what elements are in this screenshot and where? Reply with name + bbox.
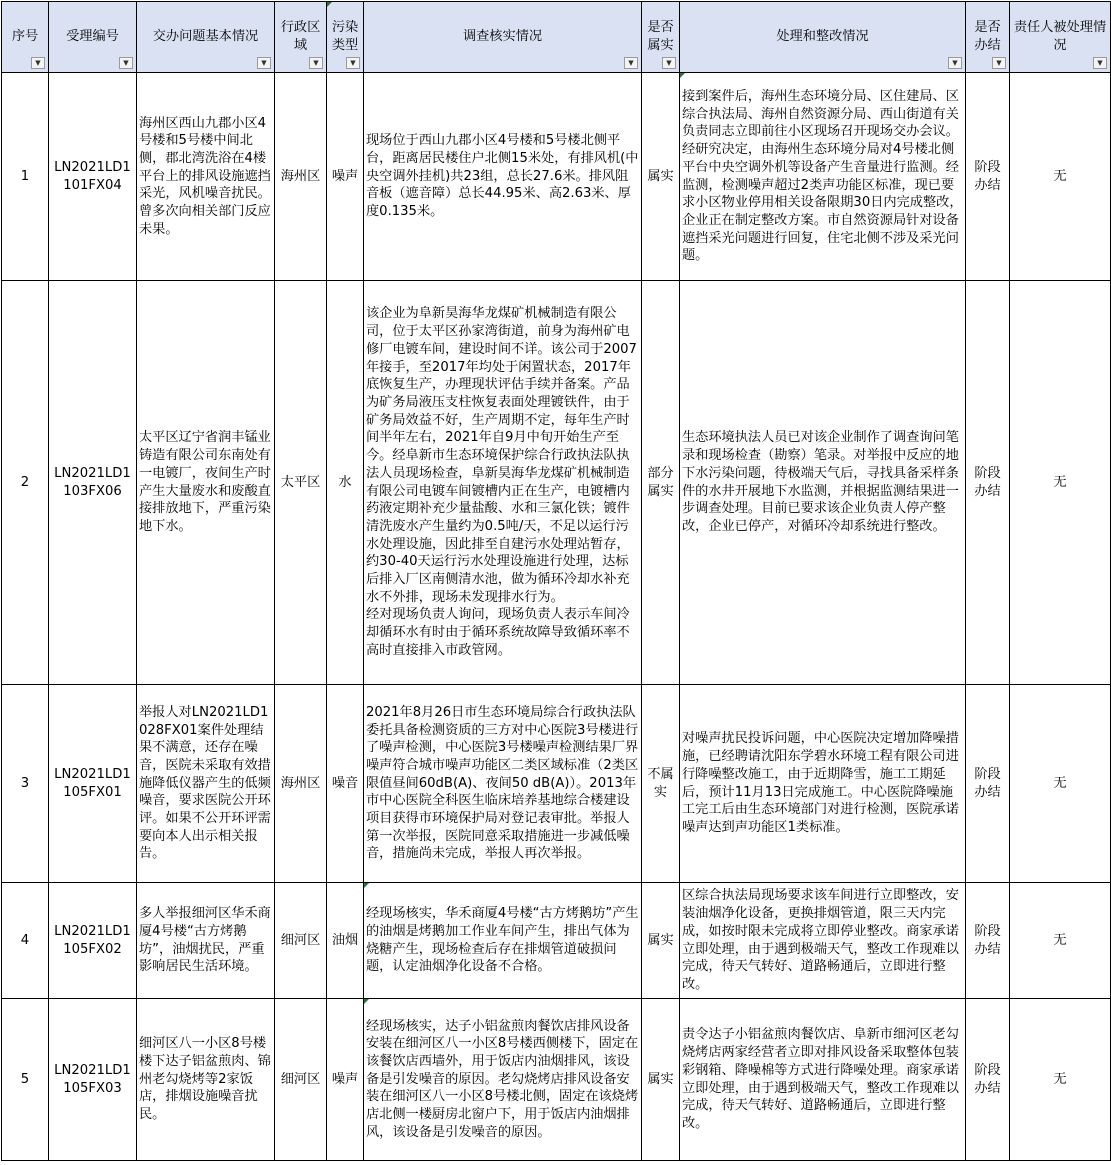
cell-investigation[interactable]: 经现场核实，达子小铝盆煎肉餐饮店排风设备安装在细河区八一小区8号楼西侧楼下，固定在该餐饮店西墙外，用于饭店内油烟排风，该设备是引发噪音的原因。老勾烧烤店排风设备安装在细河区八一小区8号楼北侧，固定在该烧烤店北侧一楼厨房北窗户下，用于饭店内油烟排风，该设备是引发噪音的原因。: [364, 999, 642, 1161]
cell-pollution[interactable]: 油烟: [327, 883, 364, 999]
header-accountability-label: 责任人被处理情况: [1013, 20, 1107, 53]
header-investigation-label: 调查核实情况: [462, 29, 543, 45]
cell-issue[interactable]: 太平区辽宁省润丰锰业铸造有限公司东南处有一电镀厂，夜间生产时产生大量废水和废酸直接排放地下，严重污染地下水。: [137, 281, 275, 685]
table-row: [2, 999, 1111, 1161]
cell-id[interactable]: LN2021LD1105FX02: [49, 883, 137, 999]
header-verified: [642, 2, 680, 73]
cell-issue[interactable]: 海州区西山九郡小区4号楼和5号楼中间北侧，郡北湾洗浴在4楼平台上的排风设施遮挡采光，风机噪音扰民。曾多次向相关部门反应未果。: [137, 73, 275, 281]
cell-region[interactable]: 细河区: [275, 883, 327, 999]
investigation-paragraph: 经对现场负责人询问，现场负责人表示车间冷却循环水有时由于循环系统故障导致循环率不高时直接排入市政管网。: [366, 607, 630, 658]
cell-handling[interactable]: 生态环境执法人员已对该企业制作了调查询问笔录和现场检查（勘察）笔录。对举报中反应的地下水污染问题，待极端天气后，寻找具备采样条件的水井开展地下水监测，并根据监测结果进一步调查处理。目前已要求该企业负责人停产整改，企业已停产，对循环冷却系统进行整改。: [680, 281, 966, 685]
cell-region[interactable]: 太平区: [275, 281, 327, 685]
header-handling: [680, 2, 966, 73]
cell-verified[interactable]: 部分属实: [642, 281, 680, 685]
filter-dropdown-icon[interactable]: ▼: [309, 57, 323, 69]
table-row: [2, 73, 1111, 281]
cell-closed[interactable]: 阶段办结: [966, 999, 1010, 1161]
header-row: [2, 2, 1111, 73]
header-seq: [2, 2, 49, 73]
cell-verified[interactable]: 属实: [642, 999, 680, 1161]
header-handling-label: 处理和整改情况: [776, 29, 869, 45]
cell-pollution[interactable]: 噪音: [327, 685, 364, 883]
cell-seq[interactable]: 3: [2, 685, 49, 883]
cell-pollution[interactable]: 噪声: [327, 73, 364, 281]
filter-dropdown-icon[interactable]: ▼: [119, 57, 133, 69]
investigation-paragraph: 该企业为阜新昊海华龙煤矿机械制造有限公司，位于太平区孙家湾街道，前身为海州矿电修厂电镀车间，建设时间不详。该公司于2007年接手，至2017年均处于闲置状态，2017年底恢复生产，办理现状评估手续并备案。产品为矿务局液压支柱恢复表面处理镀铁件，由于矿务局效益不好，生产周期不定，每年生产时间半年左右，2021年自9月中旬开始生产至今。经阜新市生态环境保护综合行政执法队执法人员现场检查，阜新昊海华龙煤矿机械制造有限公司电镀车间镀槽内正在生产，电镀槽内药液定期补充少量盐酸、水和三氯化铁；镀件清洗废水产生量约为0.5吨/天，不足以运行污水处理设施，因此排至自建污水处理站暂存，约30-40天运行污水处理设施进行处理，达标后排入厂区南侧清水池，做为循环冷却水补充水不外排，现场未发现排水行为。: [366, 306, 637, 605]
header-verified-label: 是否属实: [647, 20, 674, 53]
cell-handling[interactable]: 责令达子小铝盆煎肉餐饮店、阜新市细河区老勾烧烤店两家经营者立即对排风设备采取整体包装彩钢箱、降噪棉等方式进行降噪处理。商家承诺立即处理，由于遇到极端天气，整改工作现难以完成，待天气转好、道路畅通后，立即进行整改。: [680, 999, 966, 1161]
filter-dropdown-icon[interactable]: ▼: [346, 57, 360, 69]
cell-accountability[interactable]: 无: [1010, 685, 1111, 883]
cell-id[interactable]: LN2021LD1105FX03: [49, 999, 137, 1161]
cell-handling[interactable]: 对噪声扰民投诉问题，中心医院决定增加降噪措施，已经聘请沈阳东学碧水环境工程有限公司进行降噪整改施工，由于近期降雪，施工工期延后，预计11月13日完成施工。中心医院降噪施工完工后由生态环境部门对进行检测，医院承诺噪声达到声功能区1类标准。: [680, 685, 966, 883]
cell-pollution[interactable]: 水: [327, 281, 364, 685]
cell-accountability[interactable]: 无: [1010, 73, 1111, 281]
cell-investigation[interactable]: 经现场核实，华禾商厦4号楼“古方烤鹅坊”产生的油烟是烤鹅加工作业车间产生，排出气体为烧糖产生，现场检查后存在排烟管道破损问题，认定油烟净化设备不合格。: [364, 883, 642, 999]
header-issue: [137, 2, 275, 73]
cell-id[interactable]: LN2021LD1105FX01: [49, 685, 137, 883]
cell-issue[interactable]: 细河区八一小区8号楼楼下达子铝盆煎肉、锦州老勾烧烤等2家饭店，排烟设施噪音扰民。: [137, 999, 275, 1161]
header-accountability: [1010, 2, 1111, 73]
filter-dropdown-icon[interactable]: ▼: [31, 57, 45, 69]
header-id-label: 受理编号: [66, 29, 119, 45]
cell-verified[interactable]: 属实: [642, 73, 680, 281]
cell-closed[interactable]: 阶段办结: [966, 685, 1010, 883]
cell-seq[interactable]: 5: [2, 999, 49, 1161]
cell-seq[interactable]: 2: [2, 281, 49, 685]
header-pollution: [327, 2, 364, 73]
cell-region[interactable]: 细河区: [275, 999, 327, 1161]
filter-dropdown-icon[interactable]: ▼: [948, 57, 962, 69]
header-region-label: 行政区域: [280, 20, 321, 53]
header-closed-label: 是否办结: [974, 20, 1001, 53]
cell-closed[interactable]: 阶段办结: [966, 281, 1010, 685]
cell-accountability[interactable]: 无: [1010, 281, 1111, 685]
filter-dropdown-icon[interactable]: ▼: [662, 57, 676, 69]
cell-verified[interactable]: 不属实: [642, 685, 680, 883]
cell-verified[interactable]: 属实: [642, 883, 680, 999]
cell-seq[interactable]: 1: [2, 73, 49, 281]
cell-handling[interactable]: 区综合执法局现场要求该车间进行立即整改，安装油烟净化设备，更换排烟管道，限三天内完成，如按时限未完成将立即停业整改。商家承诺立即处理，由于遇到极端天气，整改工作现难以完成，待天气转好、道路畅通后，立即进行整改。: [680, 883, 966, 999]
cell-id[interactable]: LN2021LD1103FX06: [49, 281, 137, 685]
cell-id[interactable]: LN2021LD1101FX04: [49, 73, 137, 281]
cell-investigation[interactable]: 现场位于西山九郡小区4号楼和5号楼北侧平台，距离居民楼住户北侧15米处，有排风机(中央空调外挂机)共23组，总长27.6米。排风阻音板（遮音障）总长44.95米、高2.63米、厚度0.135米。: [364, 73, 642, 281]
filter-dropdown-icon[interactable]: ▼: [257, 57, 271, 69]
header-seq-label: 序号: [11, 29, 39, 45]
cell-closed[interactable]: 阶段办结: [966, 883, 1010, 999]
cell-accountability[interactable]: 无: [1010, 999, 1111, 1161]
cell-pollution[interactable]: 噪声: [327, 999, 364, 1161]
cell-closed[interactable]: 阶段办结: [966, 73, 1010, 281]
cell-handling[interactable]: 接到案件后，海州生态环境分局、区住建局、区综合执法局、海州自然资源分局、西山街道有关负责同志立即前往小区现场召开现场交办会议。经研究决定，由海州生态环境分局对4号楼北侧平台中央空调外机等设备产生音量进行监测。经监测，检测噪声超过2类声功能区标准，现已要求小区物业停用相关设备限期30日内完成整改，企业正在制定整改方案。市自然资源局针对设备遮挡采光问题进行回复，住宅北侧不涉及采光问题。: [680, 73, 966, 281]
filter-dropdown-icon[interactable]: ▼: [992, 57, 1006, 69]
header-pollution-label: 污染类型: [331, 20, 359, 53]
cell-issue[interactable]: 多人举报细河区华禾商厦4号楼“古方烤鹅坊”，油烟扰民，严重影响居民生活环境。: [137, 883, 275, 999]
cell-region[interactable]: 海州区: [275, 73, 327, 281]
table-row: [2, 281, 1111, 685]
complaint-table: [1, 1, 1111, 1161]
header-closed: [966, 2, 1010, 73]
filter-dropdown-icon[interactable]: ▼: [624, 57, 638, 69]
header-issue-label: 交办问题基本情况: [152, 29, 259, 45]
cell-issue[interactable]: 举报人对LN2021LD1028FX01案件处理结果不满意，还存在噪音，医院未采取有效措施降低仪器产生的低频噪音，要求医院公开环评。如果不公开环评需要向本人出示相关报告。: [137, 685, 275, 883]
table-row: [2, 883, 1111, 999]
cell-accountability[interactable]: 无: [1010, 883, 1111, 999]
table-row: [2, 685, 1111, 883]
cell-investigation[interactable]: [364, 281, 642, 685]
filter-dropdown-icon[interactable]: ▼: [1093, 57, 1107, 69]
header-id: [49, 2, 137, 73]
cell-investigation[interactable]: 2021年8月26日市生态环境局综合行政执法队委托具备检测资质的三方对中心医院3号楼进行了噪声检测，中心医院3号楼噪声检测结果厂界噪声符合城市噪声功能区二类区域标准（2类区限值昼间60dB(A)、夜间50 dB(A)）。2013年市中心医院全科医生临床培养基地综合楼建设项目获得市环境保护局对登记表审批。举报人第一次举报，医院同意采取措施进一步减低噪音，措施尚未完成，举报人再次举报。: [364, 685, 642, 883]
cell-region[interactable]: 海州区: [275, 685, 327, 883]
header-investigation: [364, 2, 642, 73]
header-region: [275, 2, 327, 73]
cell-seq[interactable]: 4: [2, 883, 49, 999]
